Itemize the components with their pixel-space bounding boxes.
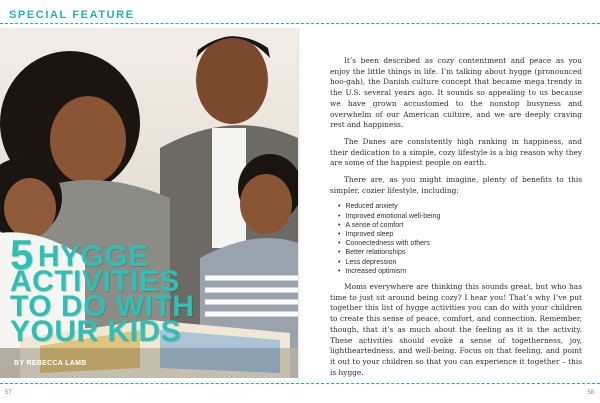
- article-paragraph-4: Moms everywhere are thinking this sounds great, but who has time to just sit around being cozy? I hear you! That’s why I’ve put together this list of hygge activities you can do with your children to create this sense of peace, comfort, and connection. Remember, though, that it’s as much about the feeling as it is the activity. These activities should evoke a sense of togetherness, joy, lightheartedness, and well-being. Focus on that feeling, and point it out to your children so that you can experience it together – this is hygge.: [330, 282, 582, 377]
- list-item: • Improved emotional well-being: [338, 212, 582, 221]
- page-number-left: 57: [5, 390, 12, 396]
- title-number: 5: [10, 231, 34, 278]
- title-line-4: YOUR KIDS: [10, 315, 182, 348]
- title-word-hygge: HYGGE: [37, 240, 149, 273]
- benefits-list: [338, 202, 582, 276]
- article-paragraph-1: It’s been described as cozy contentment and peace as you enjoy the little things in life. I’m talking about hygge (pronounced hoo-gah), the Danish culture concept that became mega trendy in the U.S. several years ago. It sounds so appealing to us because we have grown accustomed to the nonstop busyness and overwhelm of our American culture, and we are deeply craving rest and happiness.: [330, 56, 582, 130]
- header-divider: [0, 23, 600, 24]
- list-item: • Reduced anxiety: [338, 202, 582, 211]
- footer-divider: [0, 383, 600, 384]
- byline: BY REBECCA LAMB: [14, 360, 87, 367]
- feature-title: [10, 231, 300, 348]
- list-item: • Less depression: [338, 258, 582, 267]
- title-line-3: TO DO WITH: [10, 290, 195, 323]
- article-paragraph-3: There are, as you might imagine, plenty of benefits to this simpler, cozier lifestyle, including:: [330, 175, 582, 195]
- article-paragraph-2: The Danes are consistently high ranking in happiness, and their dedication to a simple, cozy lifestyle is a big reason why they are some of the happiest people on earth.: [330, 136, 582, 168]
- page-number-right: 58: [587, 390, 594, 396]
- title-line-2: ACTIVITIES: [10, 265, 181, 298]
- page-header: [0, 0, 600, 28]
- list-item: • Connectedness with others: [338, 239, 582, 248]
- list-item: • A sense of comfort: [338, 221, 582, 230]
- article-body: [330, 56, 582, 384]
- list-item: • Better relationships: [338, 248, 582, 257]
- list-item: • Increased optimism: [338, 267, 582, 276]
- list-item: • Improved sleep: [338, 230, 582, 239]
- section-label: SPECIAL FEATURE: [9, 9, 135, 21]
